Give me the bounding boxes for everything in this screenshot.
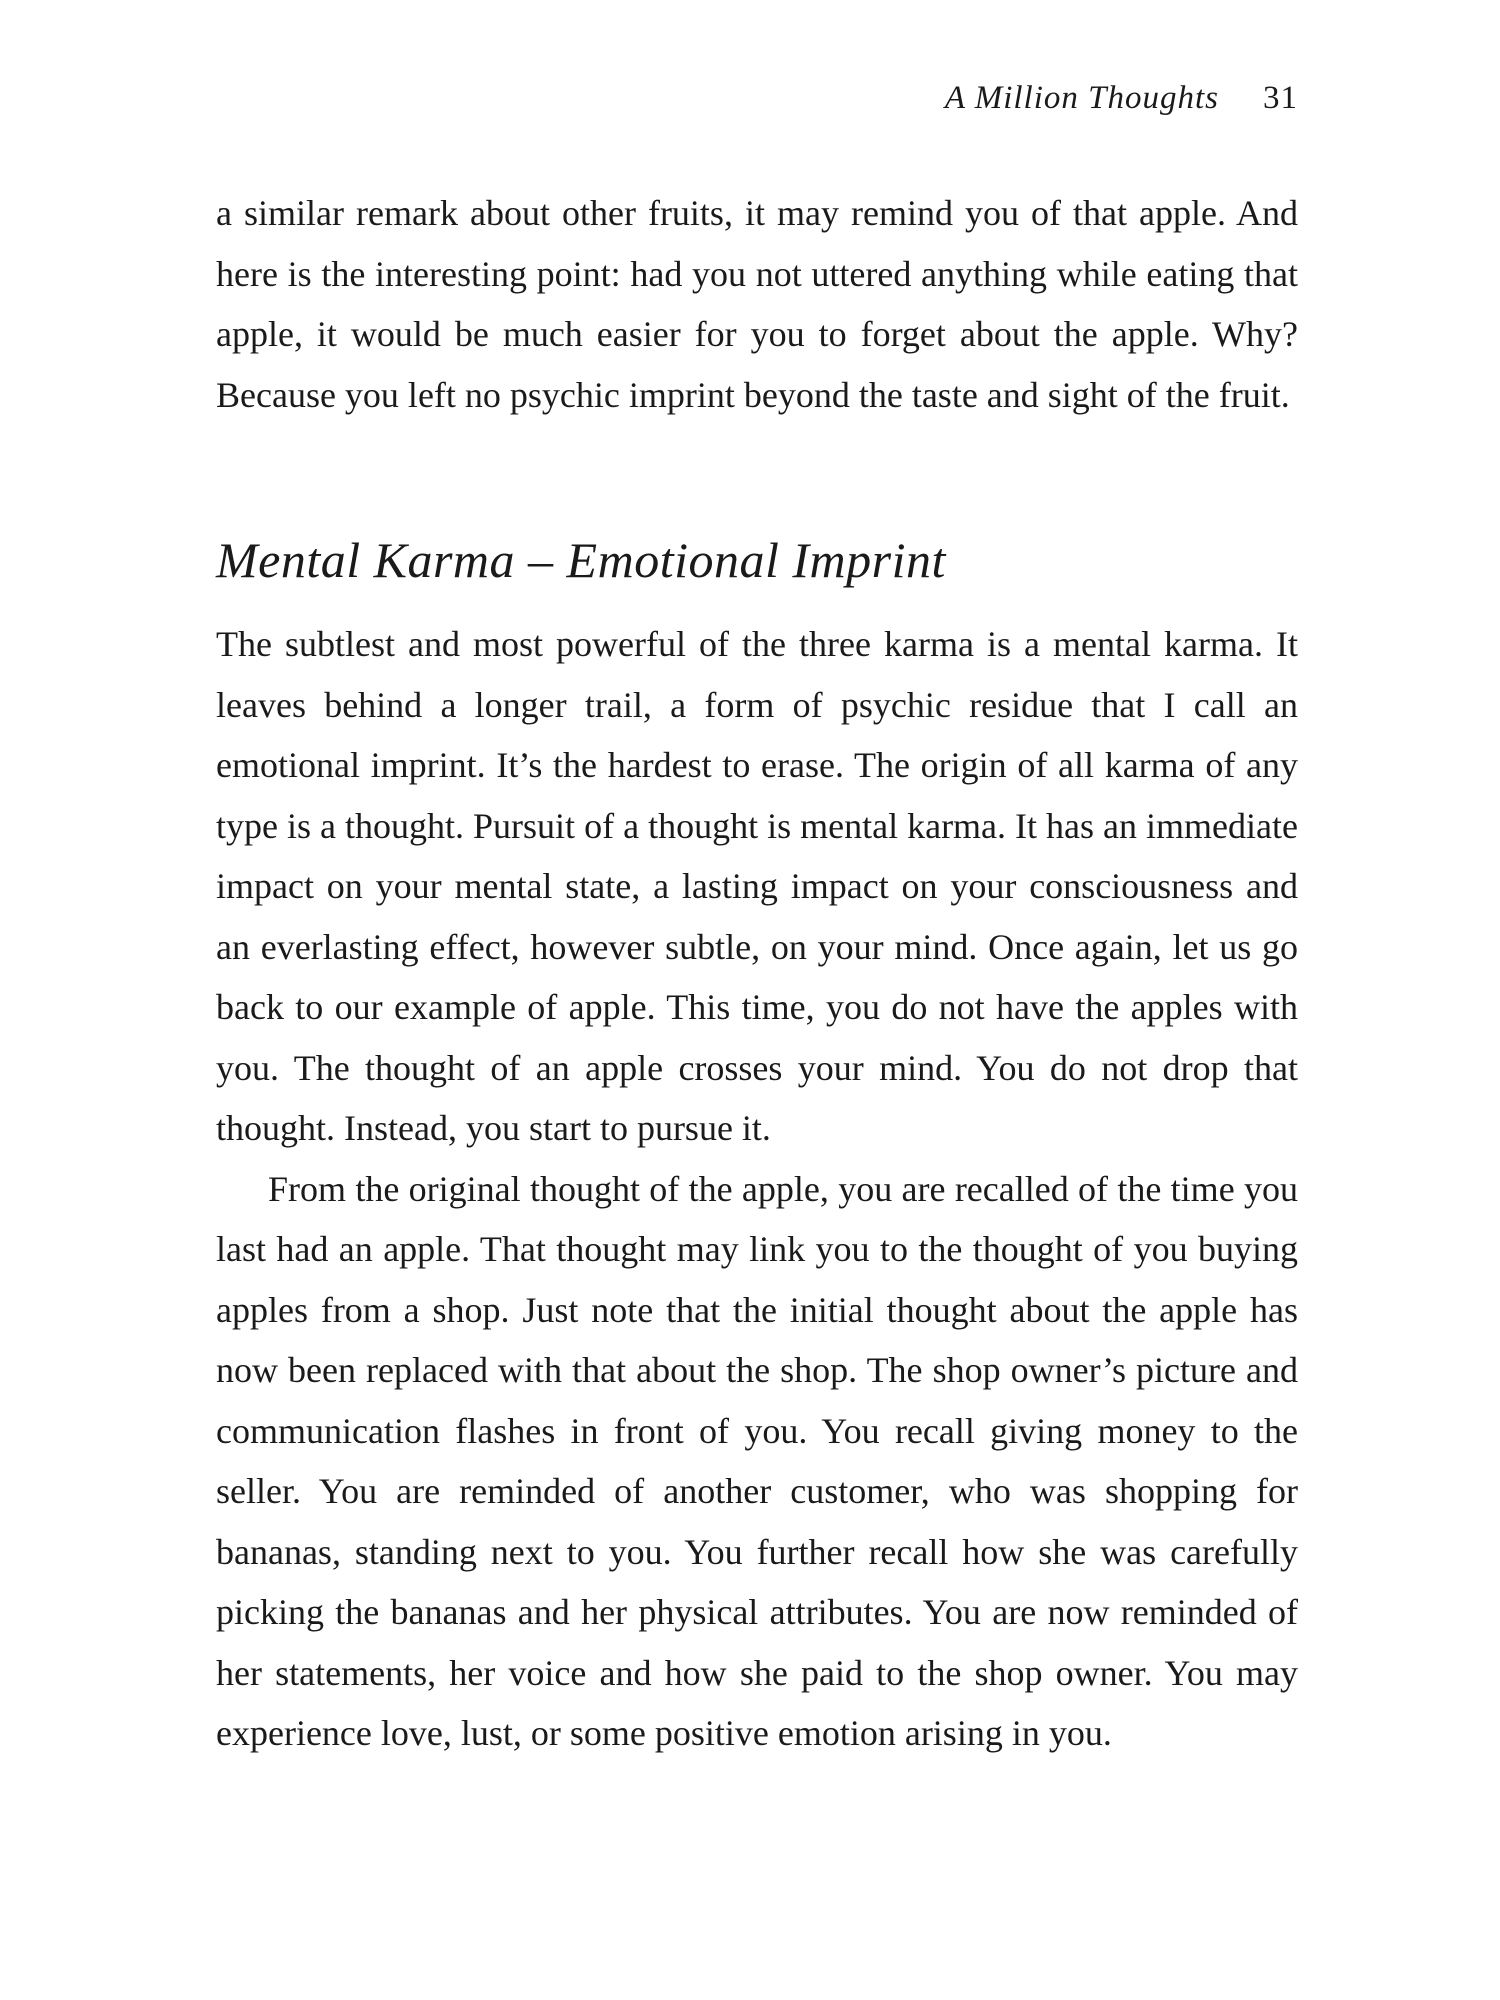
section-heading: Mental Karma – Emotional Imprint: [216, 532, 946, 588]
paragraph: The subtlest and most powerful of the three karma is a mental karma. It leaves behind a longer trail, a form of psychic residue that I call an emotional imprint. It’s the hardest to erase. The origin of all karma of any type is a thought. Pursuit of a thought is mental karma. It has an immediate impact on your mental state, a lasting impact on your consciousness and an everlasting effect, however subtle, on your mind. Once again, let us go back to our example of apple. This time, you do not have the apples with you. The thought of an apple crosses your mind. You do not drop that thought. Instead, you start to pursue it.: [216, 624, 1298, 1148]
running-head: [0, 82, 1298, 115]
page-body: [216, 183, 1298, 1764]
running-title: A Million Thoughts: [944, 80, 1219, 116]
paragraph: From the original thought of the apple, you are recalled of the time you last had an apple. That thought may link you to the thought of you buying apples from a shop. Just note that the initial thought about the apple has now been replaced with that about the shop. The shop owner’s picture and communication flashes in front of you. You recall giving money to the seller. You are reminded of another customer, who was shopping for bananas, standing next to you. You further recall how she was carefully picking the bananas and her physical attributes. You are now reminded of her statements, her voice and how she paid to the shop owner. You may experience love, lust, or some positive emotion arising in you.: [216, 1168, 1298, 1753]
page-number: 31: [1263, 80, 1298, 116]
paragraph-continued: a similar remark about other fruits, it may remind you of that apple. And here is the interesting point: had you not uttered anything while eating that apple, it would be much easier for you to forget about the apple. Why? Because you left no psychic imprint beyond the taste and sight of the fruit.: [216, 193, 1298, 415]
